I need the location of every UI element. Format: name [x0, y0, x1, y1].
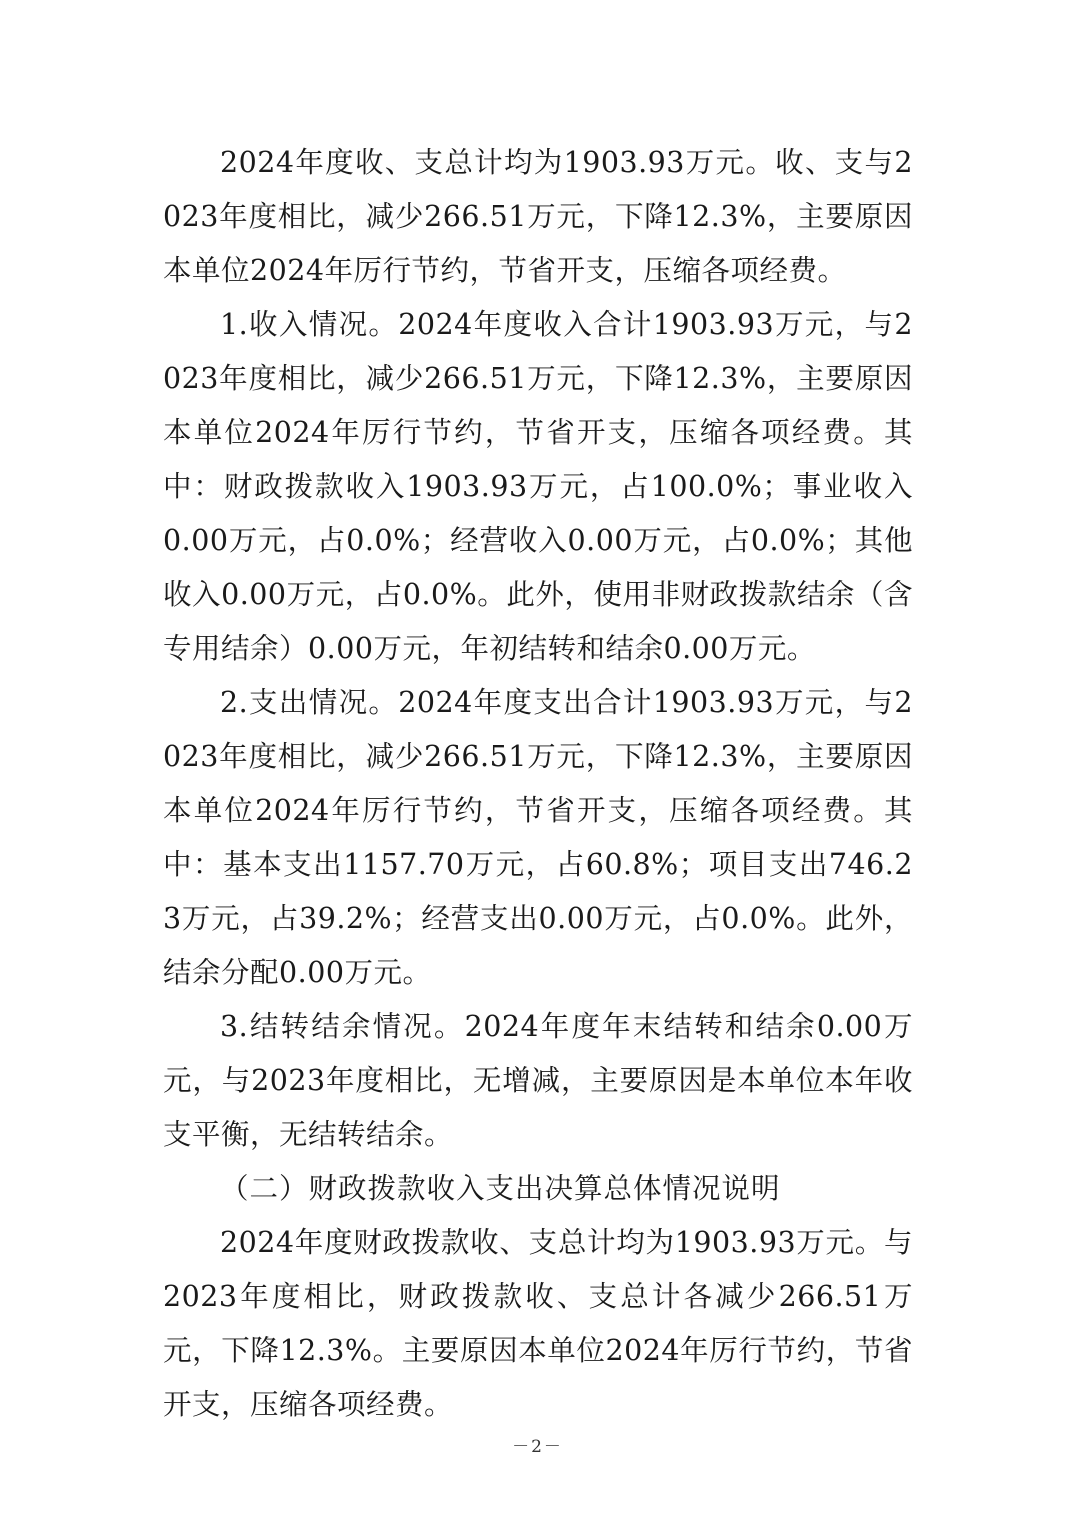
expenditure-paragraph: 2.支出情况。2024年度支出合计1903.93万元，与2023年度相比，减少266.51万元，下降12.3%，主要原因本单位2024年厉行节约，节省开支，压缩各项经费。其中：基本支出1157.70万元，占60.8%；项目支出746.23万元，占39.2%；经营支出0.00万元，占0.0%。此外，结余分配0.00万元。: [163, 686, 913, 989]
section-heading: （二）财政拨款收入支出决算总体情况说明: [220, 1172, 781, 1205]
page-number: －2－: [512, 1437, 563, 1457]
carryover-paragraph: 3.结转结余情况。2024年度年末结转和结余0.00万元，与2023年度相比，无增减，主要原因是本单位本年收支平衡，无结转结余。: [163, 1010, 913, 1151]
fiscal-appropriation-paragraph: 2024年度财政拨款收、支总计均为1903.93万元。与2023年度相比，财政拨款收、支总计各减少266.51万元，下降12.3%。主要原因本单位2024年厉行节约，节省开支，压缩各项经费。: [163, 1226, 913, 1421]
income-paragraph: 1.收入情况。2024年度收入合计1903.93万元，与2023年度相比，减少266.51万元，下降12.3%，主要原因本单位2024年厉行节约，节省开支，压缩各项经费。其中：财政拨款收入1903.93万元，占100.0%；事业收入0.00万元，占0.0%；经营收入0.00万元，占0.0%；其他收入0.00万元，占0.0%。此外，使用非财政拨款结余（含专用结余）0.00万元，年初结转和结余0.00万元。: [163, 308, 913, 665]
document-body: [163, 136, 913, 1432]
summary-paragraph: 2024年度收、支总计均为1903.93万元。收、支与2023年度相比，减少266.51万元，下降12.3%，主要原因本单位2024年厉行节约，节省开支，压缩各项经费。: [163, 146, 913, 287]
